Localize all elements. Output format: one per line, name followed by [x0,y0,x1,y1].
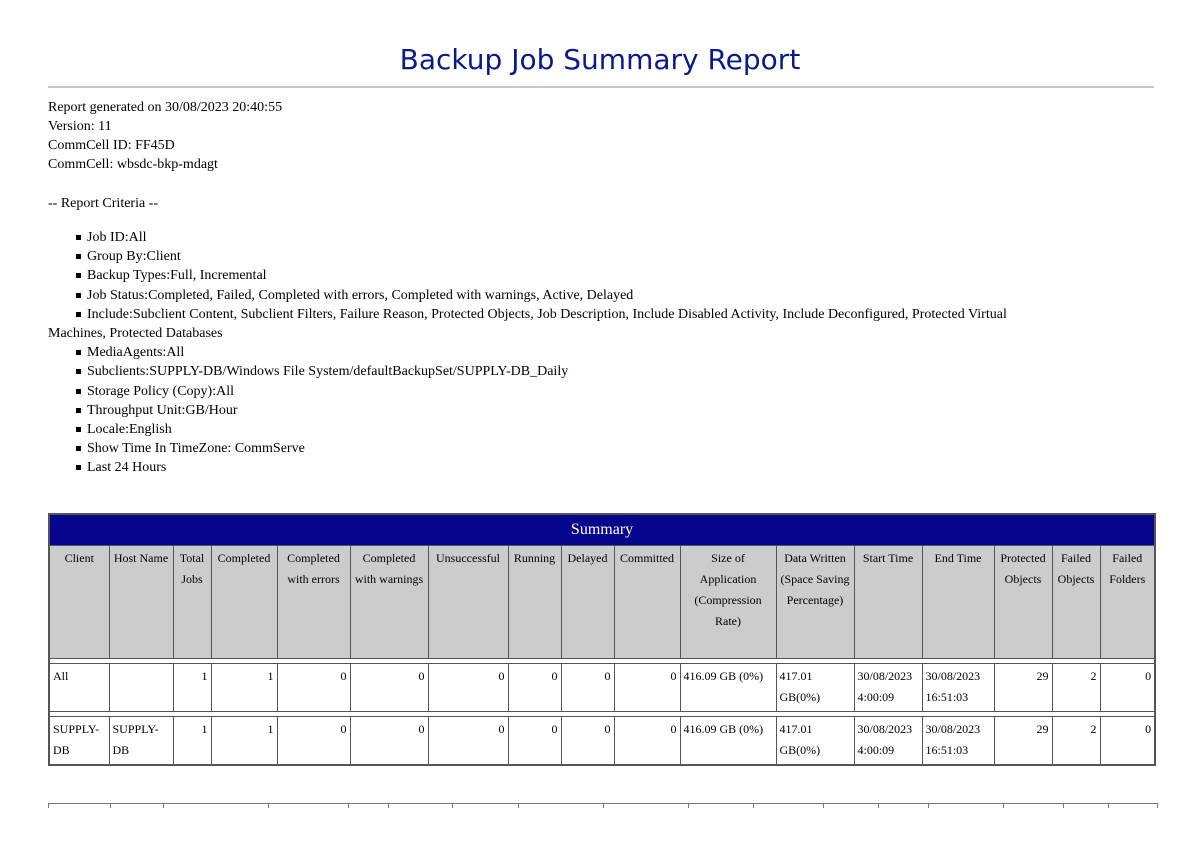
cell-completed: 1 [211,717,277,766]
criteria-list [48,228,1152,478]
cell-completed-with-warnings: 0 [350,717,428,766]
column-header-data-written: Data Written (Space Saving Percentage) [776,546,854,659]
cell-unsuccessful: 0 [428,717,508,766]
criteria-item [48,305,1152,343]
summary-table [48,513,1156,766]
column-header-completed-with-warnings: Completed with warnings [350,546,428,659]
cell-failed-folders: 0 [1100,664,1155,712]
cell-failed-objects: 2 [1052,664,1100,712]
criteria-item: MediaAgents:All [48,343,1152,362]
criteria-item: Group By:Client [48,247,1152,266]
cell-delayed: 0 [561,717,614,766]
column-header-protected-objects: Protected Objects [994,546,1052,659]
cell-total-jobs: 1 [173,664,211,712]
criteria-item: Job Status:Completed, Failed, Completed with errors, Completed with warnings, Active, Delayed [48,286,1152,305]
column-header-client: Client [49,546,109,659]
column-header-completed-with-errors: Completed with errors [277,546,350,659]
column-header-size-of-application: Size of Application (Compression Rate) [680,546,776,659]
criteria-item-text: Machines, Protected Databases [48,326,223,342]
column-header-unsuccessful: Unsuccessful [428,546,508,659]
cell-data-written: 417.01 GB(0%) [776,717,854,766]
commcell-id: CommCell ID: FF45D [48,138,175,153]
cell-host-name: SUPPLY-DB [109,717,173,766]
cell-completed-with-errors: 0 [277,717,350,766]
cell-start-time: 30/08/2023 4:00:09 [854,717,922,766]
cell-committed: 0 [614,664,680,712]
report-generated: Report generated on 30/08/2023 20:40:55 [48,100,283,115]
cell-running: 0 [508,717,561,766]
cell-completed-with-errors: 0 [277,664,350,712]
column-header-start-time: Start Time [854,546,922,659]
column-header-completed: Completed [211,546,277,659]
cell-protected-objects: 29 [994,717,1052,766]
table-row [49,717,1155,766]
column-header-failed-objects: Failed Objects [1052,546,1100,659]
cell-committed: 0 [614,717,680,766]
cell-unsuccessful: 0 [428,664,508,712]
commcell-name: CommCell: wbsdc-bkp-mdagt [48,157,218,172]
cell-client: SUPPLY-DB [49,717,109,766]
cell-running: 0 [508,664,561,712]
criteria-item: Backup Types:Full, Incremental [48,266,1152,285]
cell-start-time: 30/08/2023 4:00:09 [854,664,922,712]
report-title: Backup Job Summary Report [399,43,801,76]
criteria-item: Last 24 Hours [48,458,1152,477]
summary-caption: Summary [49,514,1155,546]
cell-completed: 1 [211,664,277,712]
cell-size-of-application: 416.09 GB (0%) [680,717,776,766]
criteria-item-text: Include:Subclient Content, Subclient Filters, Failure Reason, Protected Objects, Job Description, Include Disabled Activity, Include Deconfigured, Protected Virtual [87,306,1007,322]
title-divider [48,86,1154,88]
criteria-item: Storage Policy (Copy):All [48,382,1152,401]
cell-client: All [49,664,109,712]
cell-protected-objects: 29 [994,664,1052,712]
cell-total-jobs: 1 [173,717,211,766]
criteria-item: Throughput Unit:GB/Hour [48,401,1152,420]
cell-host-name [109,664,173,712]
next-table-top-edge [48,803,1158,808]
report-metadata [48,98,1148,174]
criteria-item: Job ID:All [48,228,1152,247]
criteria-heading: -- Report Criteria -- [48,196,159,211]
column-header-failed-folders: Failed Folders [1100,546,1155,659]
cell-failed-objects: 2 [1052,717,1100,766]
criteria-item: Show Time In TimeZone: CommServe [48,439,1152,458]
table-row [49,664,1155,712]
column-header-running: Running [508,546,561,659]
column-header-total-jobs: Total Jobs [173,546,211,659]
column-header-host-name: Host Name [109,546,173,659]
cell-end-time: 30/08/2023 16:51:03 [922,664,994,712]
cell-data-written: 417.01 GB(0%) [776,664,854,712]
cell-failed-folders: 0 [1100,717,1155,766]
report-version: Version: 11 [48,119,112,134]
cell-end-time: 30/08/2023 16:51:03 [922,717,994,766]
column-header-delayed: Delayed [561,546,614,659]
cell-completed-with-warnings: 0 [350,664,428,712]
criteria-item: Locale:English [48,420,1152,439]
cell-size-of-application: 416.09 GB (0%) [680,664,776,712]
summary-section [48,513,1154,766]
cell-delayed: 0 [561,664,614,712]
column-header-end-time: End Time [922,546,994,659]
column-header-committed: Committed [614,546,680,659]
criteria-item: Subclients:SUPPLY-DB/Windows File System/defaultBackupSet/SUPPLY-DB_Daily [48,362,1152,381]
